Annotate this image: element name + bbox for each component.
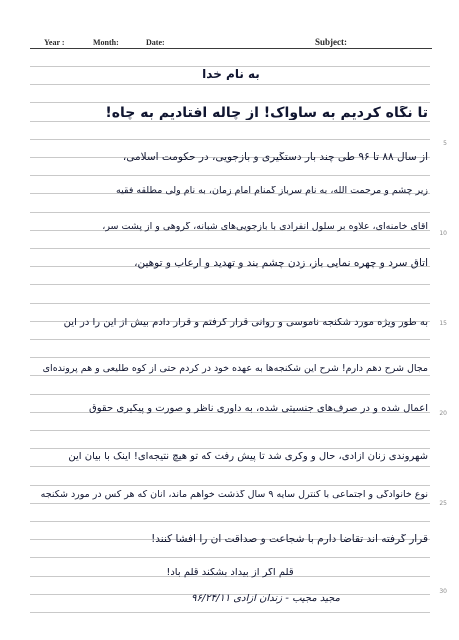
ruled-line bbox=[30, 394, 430, 395]
ruled-line bbox=[30, 248, 430, 249]
ruled-line bbox=[30, 612, 430, 613]
margin-number: 30 bbox=[439, 588, 447, 595]
letter-line: مجال شرح دهم دارم! شرح این شکنجه‌ها به عهده خود در کردم حتی از کوه طلیعی و هم پرونده‌ای bbox=[42, 364, 428, 374]
closing-line: قلم اگر از بیداد بشکند قلم باد! bbox=[166, 568, 294, 578]
subject-label: Subject: bbox=[315, 37, 347, 47]
letter-line: شهروندی زنان آزادی، حال و وکری شد تا پیش رفت که تو هیچ نتیجه‌ای! اینک با بیان این bbox=[68, 452, 428, 462]
year-label: Year : bbox=[44, 38, 65, 47]
letter-title: تا نگاه کردیم به ساواک! از چاله افتادیم به چاه! bbox=[105, 106, 428, 120]
greeting: به نام خدا bbox=[202, 68, 260, 80]
margin-number: 15 bbox=[439, 320, 447, 327]
letter-line: زیر چشم و مرحمت الله، به نام سرباز گمنام امام زمان، به نام ولی مطلقه فقیه bbox=[116, 186, 428, 196]
margin-number: 25 bbox=[439, 500, 447, 507]
margin-number: 10 bbox=[439, 230, 447, 237]
letter-line: اتاق سرد و چهره نمایی باز، زدن چشم بند و تهدید و ارعاب و توهین، bbox=[134, 258, 428, 269]
ruled-line bbox=[30, 303, 430, 304]
ruled-line bbox=[30, 375, 430, 376]
ruled-line bbox=[30, 448, 430, 449]
letter-line: از سال ۸۸ تا ۹۶ طی چند بار دستگیری و بازجویی، در حکومت اسلامی، bbox=[122, 152, 428, 163]
ruled-line bbox=[30, 212, 430, 213]
ruled-line bbox=[30, 175, 430, 176]
letter-line: اعمال شده و در صرف‌های جنسیتی شده، به داوری ناظر و صورت و پیگیری حقوق bbox=[88, 404, 428, 414]
header-rule bbox=[30, 48, 432, 49]
ruled-line bbox=[30, 521, 430, 522]
ruled-line bbox=[30, 557, 430, 558]
ruled-line bbox=[30, 121, 430, 122]
ruled-line bbox=[30, 84, 430, 85]
ruled-line bbox=[30, 339, 430, 340]
ruled-line bbox=[30, 284, 430, 285]
margin-number: 5 bbox=[443, 140, 447, 147]
ruled-line bbox=[30, 102, 430, 103]
ruled-line bbox=[30, 466, 430, 467]
margin-number: 20 bbox=[439, 410, 447, 417]
ruled-line bbox=[30, 485, 430, 486]
letter-line: نوع خانوادگی و اجتماعی با کنترل سایه ۹ سال گذشت خواهم ماند، آنان که هر کس در مورد شکنجه bbox=[40, 490, 428, 500]
ruled-line bbox=[30, 139, 430, 140]
month-label: Month: bbox=[93, 38, 119, 47]
ruled-line bbox=[30, 357, 430, 358]
ruled-line bbox=[30, 430, 430, 431]
ruled-line bbox=[30, 503, 430, 504]
letter-line: قرار گرفته اند تقاضا دارم با شجاعت و صداقت آن را افشا کنند! bbox=[151, 534, 428, 545]
margin-column bbox=[431, 48, 447, 620]
ruled-line bbox=[30, 66, 430, 67]
signature: مجید مجیب - زندان آزادی ۹۶/۲۴/۱۱ bbox=[191, 594, 340, 604]
letter-line: به طور ویژه مورد شکنجه ناموسی و روانی قرار گرفتم و قرار دادم بیش از این را در این bbox=[63, 318, 428, 328]
date-label: Date: bbox=[146, 38, 165, 47]
letter-line: آقای خامنه‌ای، علاوه بر سلول انفرادی با بازجویی‌های شبانه، گروهی و از پشت سر، bbox=[102, 222, 428, 232]
